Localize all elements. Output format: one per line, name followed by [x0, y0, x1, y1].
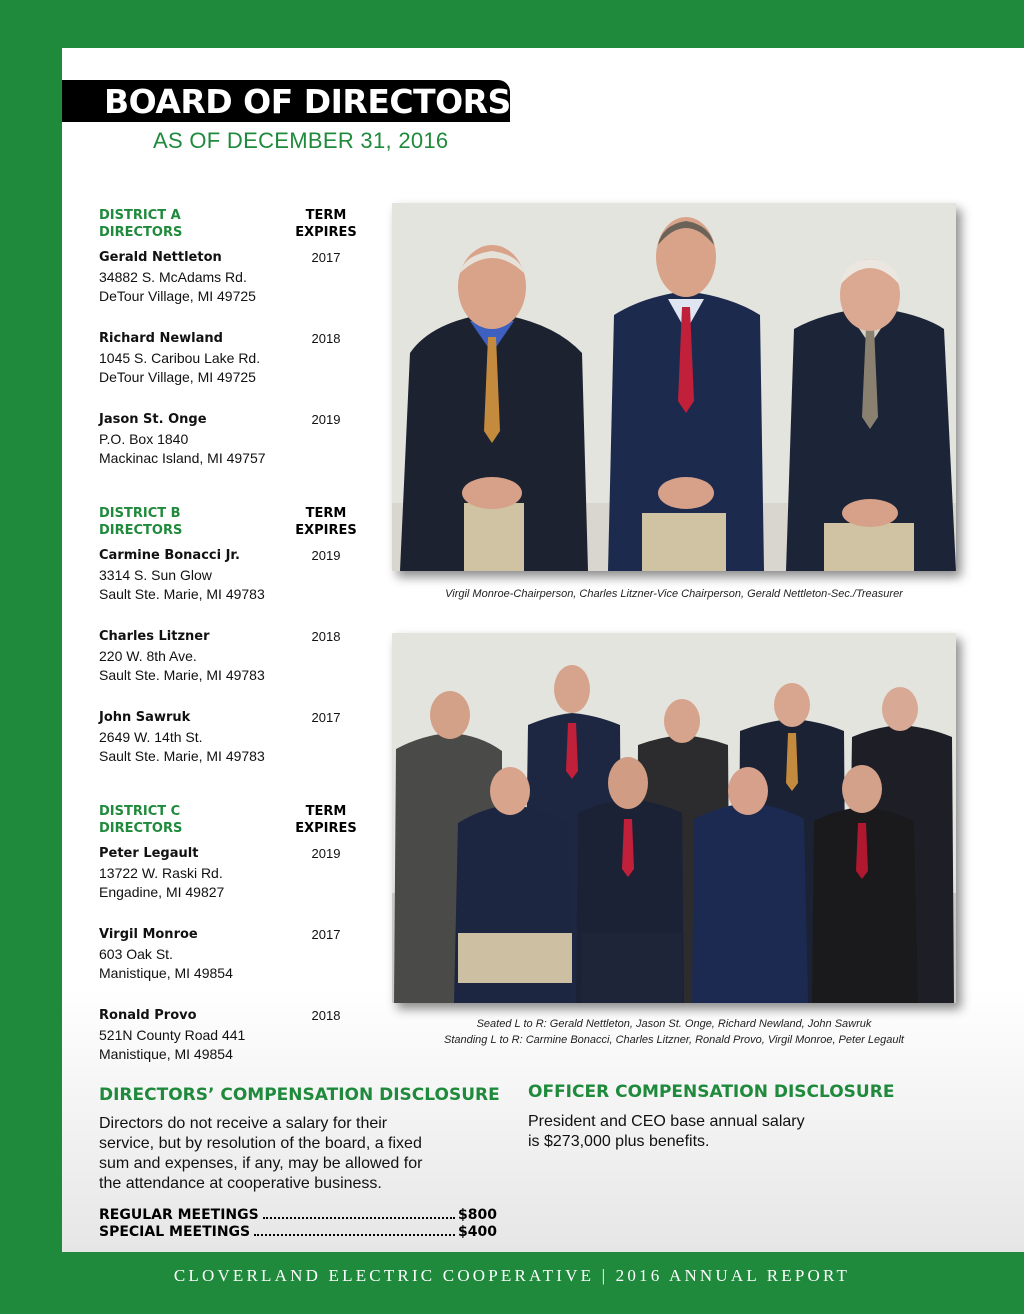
director-address-line: Sault Ste. Marie, MI 49783 [99, 667, 265, 683]
district-b-heading [99, 505, 182, 539]
term-heading-line: EXPIRES [295, 225, 357, 240]
special-meetings-label: SPECIAL MEETINGS [99, 1224, 251, 1240]
director-entry [99, 329, 389, 387]
director-address-line: 603 Oak St. [99, 946, 173, 962]
district-heading-line: DIRECTORS [99, 225, 183, 240]
director-address-line: DeTour Village, MI 49725 [99, 369, 256, 385]
term-expires-heading [290, 505, 362, 539]
director-entry [99, 627, 389, 685]
district-heading-line: DIRECTORS [99, 523, 183, 538]
director-name: Virgil Monroe [99, 927, 198, 942]
director-entry [99, 546, 389, 604]
officers-photo-caption: Virgil Monroe-Chairperson, Charles Litzner-Vice Chairperson, Gerald Nettleton-Sec./Treasurer [445, 588, 903, 600]
director-entry [99, 1006, 389, 1064]
term-year: 2019 [311, 412, 341, 427]
text-line: President and CEO base annual salary [528, 1113, 805, 1130]
text-line: sum and expenses, if any, may be allowed for [99, 1155, 423, 1172]
term-year: 2019 [311, 548, 341, 563]
director-address-line: Mackinac Island, MI 49757 [99, 450, 266, 466]
board-photo [392, 633, 956, 1003]
term-year: 2018 [311, 1008, 341, 1023]
director-name: Jason St. Onge [99, 412, 207, 427]
director-entry [99, 925, 389, 983]
director-entry [99, 410, 389, 468]
regular-meetings-label: REGULAR MEETINGS [99, 1207, 259, 1223]
footer-text: CLOVERLAND ELECTRIC COOPERATIVE | 2016 ANNUAL REPORT [173, 1266, 851, 1285]
special-meetings-row [99, 1224, 497, 1240]
officer-compensation-text [528, 1112, 868, 1152]
term-year: 2017 [311, 250, 341, 265]
director-address-line: 34882 S. McAdams Rd. [99, 269, 247, 285]
text-line: is $273,000 plus benefits. [528, 1133, 710, 1150]
director-name: Charles Litzner [99, 629, 210, 644]
directors-compensation-heading: DIRECTORS’ COMPENSATION DISCLOSURE [99, 1085, 500, 1105]
district-c-heading [99, 803, 182, 837]
term-heading-line: TERM [305, 506, 347, 521]
term-expires-heading [290, 207, 362, 241]
director-address-line: Manistique, MI 49854 [99, 1046, 233, 1062]
director-name: Carmine Bonacci Jr. [99, 548, 240, 563]
term-year: 2017 [311, 927, 341, 942]
district-heading-line: DISTRICT A [99, 208, 181, 223]
district-heading-line: DISTRICT B [99, 506, 181, 521]
director-address-line: DeTour Village, MI 49725 [99, 288, 256, 304]
director-name: Ronald Provo [99, 1008, 197, 1023]
term-year: 2019 [311, 846, 341, 861]
director-name: Richard Newland [99, 331, 223, 346]
board-photo-caption [392, 1016, 956, 1048]
officers-photo-image [392, 203, 956, 571]
term-heading-line: EXPIRES [295, 821, 357, 836]
term-expires-heading [290, 803, 362, 837]
page-subtitle: AS OF DECEMBER 31, 2016 [153, 128, 449, 153]
board-caption-seated: Seated L to R: Gerald Nettleton, Jason St. Onge, Richard Newland, John Sawruk [476, 1018, 872, 1030]
district-heading-line: DIRECTORS [99, 821, 183, 836]
term-heading-line: TERM [305, 804, 347, 819]
board-caption-standing: Standing L to R: Carmine Bonacci, Charles Litzner, Ronald Provo, Virgil Monroe, Peter Legault [443, 1034, 904, 1046]
directors-compensation-text [99, 1114, 479, 1194]
text-line: Directors do not receive a salary for their [99, 1115, 388, 1132]
district-a-heading [99, 207, 182, 241]
text-line: the attendance at cooperative business. [99, 1175, 382, 1192]
director-address-line: 1045 S. Caribou Lake Rd. [99, 350, 261, 366]
text-line: service, but by resolution of the board, a fixed [99, 1135, 422, 1152]
director-address-line: Sault Ste. Marie, MI 49783 [99, 748, 265, 764]
officers-photo [392, 203, 956, 571]
director-address-line: 13722 W. Raski Rd. [99, 865, 223, 881]
dot-leader [263, 1217, 455, 1219]
director-address-line: P.O. Box 1840 [99, 431, 189, 447]
term-year: 2018 [311, 629, 341, 644]
special-meetings-amount: $400 [458, 1224, 497, 1240]
director-entry [99, 708, 389, 766]
regular-meetings-amount: $800 [458, 1207, 497, 1223]
officer-compensation-heading: OFFICER COMPENSATION DISCLOSURE [528, 1082, 895, 1102]
board-photo-image [392, 633, 956, 1003]
director-name: Peter Legault [99, 846, 199, 861]
director-address-line: 220 W. 8th Ave. [99, 648, 197, 664]
term-heading-line: EXPIRES [295, 523, 357, 538]
district-heading-line: DISTRICT C [99, 804, 181, 819]
director-address-line: Manistique, MI 49854 [99, 965, 233, 981]
page-title: BOARD OF DIRECTORS [104, 82, 511, 121]
director-address-line: 521N County Road 441 [99, 1027, 246, 1043]
term-heading-line: TERM [305, 208, 347, 223]
director-name: John Sawruk [99, 710, 191, 725]
director-entry [99, 248, 389, 306]
director-address-line: Engadine, MI 49827 [99, 884, 225, 900]
dot-leader [254, 1234, 455, 1236]
director-address-line: 2649 W. 14th St. [99, 729, 203, 745]
director-address-line: Sault Ste. Marie, MI 49783 [99, 586, 265, 602]
term-year: 2018 [311, 331, 341, 346]
director-entry [99, 844, 389, 902]
regular-meetings-row [99, 1207, 497, 1223]
director-address-line: 3314 S. Sun Glow [99, 567, 212, 583]
term-year: 2017 [311, 710, 341, 725]
director-name: Gerald Nettleton [99, 250, 222, 265]
